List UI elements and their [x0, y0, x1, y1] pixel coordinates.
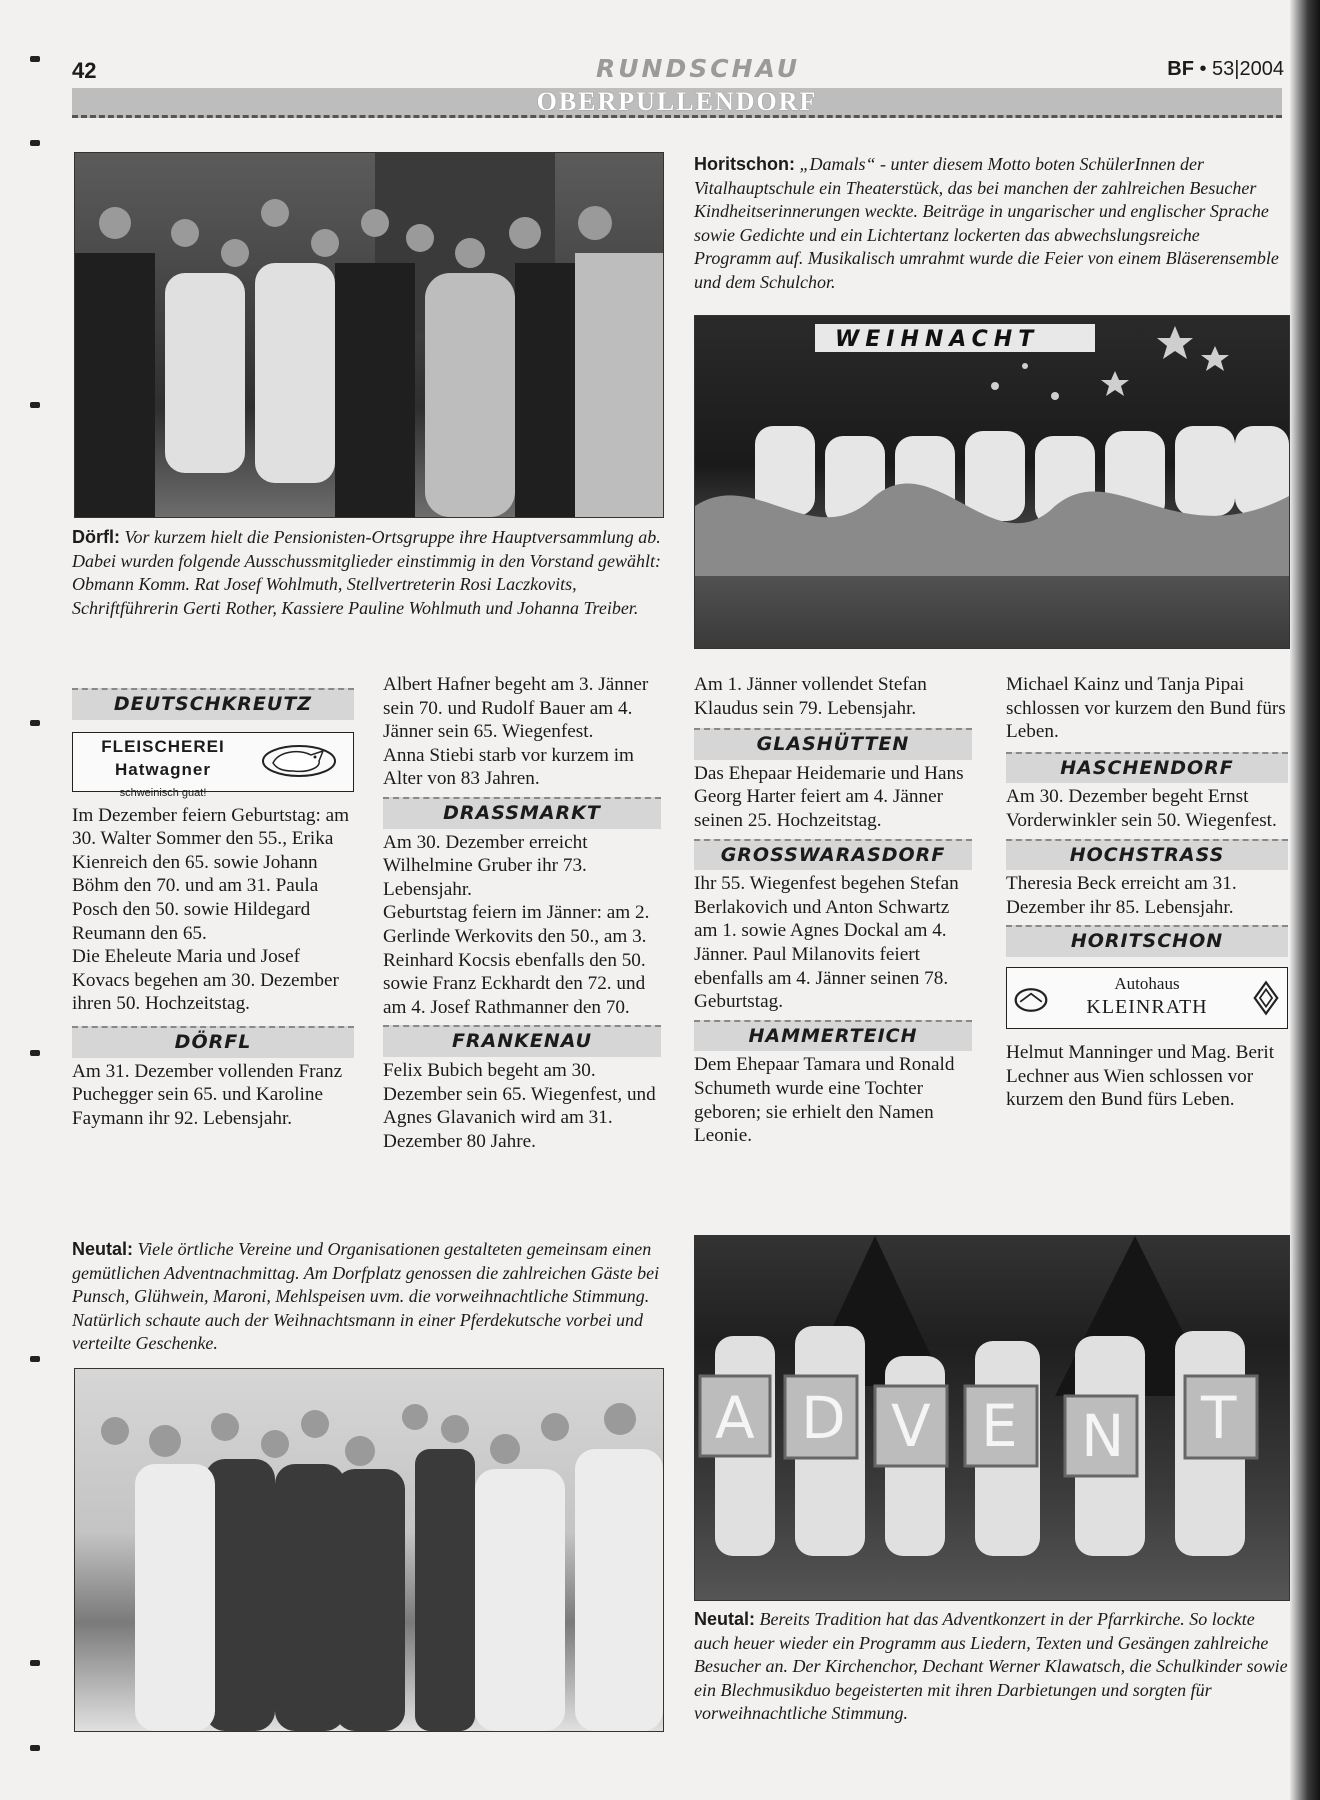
caption-doerfl-text: Vor kurzem hielt die Pensionisten-Ortsgruppe ihre Hauptversammlung ab. Dabei wurden folgende Ausschussmitglieder einstimmig in den Vorstand gewählt: Obmann Komm. Rat Josef Wohlmuth, Stellvertreterin Rosi Laczkovits, Schriftführerin Gerti Rother, Kassiere Pauline Wohlmuth und Johanna Treiber.: [72, 527, 661, 618]
text-drassmarkt-2: Geburtstag feiern im Jänner: am 2. Gerlinde Werkovits den 50., am 3. Reinhard Kocsis ebenfalls den 50. sowie Franz Eckhardt den 72. und am 4. Josef Rathmanner den 70.: [383, 902, 650, 1018]
ad-autohaus-kleinrath: [1006, 967, 1288, 1029]
mazda-logo-icon: [1013, 986, 1049, 1014]
column-1: [72, 684, 354, 1130]
text-col3-1: Am 1. Jänner vollendet Stefan Klaudus sein 79. Lebensjahr.: [694, 674, 927, 719]
caption-neutal2-place: Neutal:: [694, 1609, 756, 1629]
column-2: [383, 673, 661, 1153]
renault-logo-icon: [1253, 978, 1279, 1018]
pig-logo-icon: [259, 741, 339, 781]
heading-drassmarkt: DRASSMARKT: [383, 797, 661, 829]
text-deutschkreutz-2: Die Eheleute Maria und Josef Kovacs begehen am 30. Dezember ihren 50. Hochzeitstag.: [72, 946, 339, 1015]
text-hammerteich: Dem Ehepaar Tamara und Ronald Schumeth wurde eine Tochter geboren; sie erhielt den Namen Leonie.: [694, 1054, 955, 1147]
heading-glashuetten: GLASHÜTTEN: [694, 728, 972, 760]
advent-letter-d: D: [801, 1384, 846, 1452]
caption-doerfl-place: Dörfl:: [72, 527, 120, 547]
caption-neutal1-place: Neutal:: [72, 1239, 134, 1259]
page-number: 42: [72, 58, 97, 83]
caption-neutal-adventkonzert: [694, 1608, 1288, 1726]
heading-deutschkreutz: DEUTSCHKREUTZ: [72, 688, 354, 720]
heading-doerfl: DÖRFL: [72, 1026, 354, 1058]
text-grosswarasdorf: Ihr 55. Wiegenfest begehen Stefan Berlakovich und Anton Schwartz am 1. sowie Agnes Dockal am 4. Jänner. Paul Milanovits feiert ebenfalls am 4. Jänner seinen 78. Geburtstag.: [694, 873, 959, 1013]
text-haschendorf: Am 30. Dezember begeht Ernst Vorderwinkler sein 50. Wiegenfest.: [1006, 786, 1277, 831]
column-4: [1006, 673, 1288, 1112]
caption-horitschon-place: Horitschon:: [694, 154, 795, 174]
caption-neutal2-text: Bereits Tradition hat das Adventkonzert in der Pfarrkirche. So lockte auch heuer wieder ein Programm aus Liedern, Texten und Gesängen zahlreiche Besucher an. Der Kirchenchor, Dechant Werner Klawatsch, die Schulkinder sowie ein Blechmusikduo begeisterten mit ihren Darbietungen und sorgten für vorweihnachtliche Stimmung.: [694, 1609, 1288, 1723]
photo-neutal-village-square: [74, 1368, 664, 1732]
ad-fleischerei-line2: Hatwagner: [115, 760, 211, 780]
column-3: [694, 673, 972, 1148]
heading-hammerteich: HAMMERTEICH: [694, 1020, 972, 1052]
heading-hochstrass: HOCHSTRASS: [1006, 839, 1288, 871]
text-doerfl: Am 31. Dezember vollenden Franz Puchegger sein 65. und Karoline Faymann ihr 92. Lebensjahr.: [72, 1060, 343, 1129]
stage-banner-text: WEIHNACHT: [835, 327, 1040, 352]
advent-letter-e: E: [981, 1392, 1018, 1460]
advent-letter-t: T: [1201, 1384, 1237, 1452]
caption-horitschon-text: „Damals“ - unter diesem Motto boten SchülerInnen der Vitalhauptschule ein Theaterstück, das bei manchen der zahlreichen Besucher Kindheitserinnerungen weckte. Beiträge in ungarischer und englischer Sprache sowie Gedichte und ein Lichtertanz lockerten das abwechslungsreiche Programm auf. Musikalisch umrahmt wurde die Feier von einem Bläserensemble und dem Schulchor.: [694, 154, 1279, 292]
text-col2-2: Anna Stiebi starb vor kurzem im Alter von 83 Jahren.: [383, 744, 634, 790]
photo-pensioners-group: [74, 152, 664, 518]
text-glashuetten: Das Ehepaar Heidemarie und Hans Georg Harter feiert am 4. Jänner seinen 25. Hochzeitstag.: [694, 762, 964, 831]
ad-fleischerei-hatwagner: [72, 732, 354, 799]
ad-fleischerei-line1: FLEISCHEREI: [101, 736, 225, 756]
text-deutschkreutz-1: Im Dezember feiern Geburtstag: am 30. Walter Sommer den 55., Erika Kienreich den 65. sowie Johann Böhm den 70. und am 31. Paula Posch den 50. sowie Hildegard Reumann den 65.: [72, 804, 350, 944]
issue-number: • 53|2004: [1199, 58, 1284, 80]
ad-autohaus-line2: KLEINRATH: [1086, 995, 1208, 1018]
heading-horitschon: HORITSCHON: [1006, 925, 1288, 957]
section-title: OBERPULLENDORF: [536, 87, 818, 116]
issue-prefix: BF: [1167, 58, 1194, 80]
text-col2-1: Albert Hafner begeht am 3. Jänner sein 70. und Rudolf Bauer am 4. Jänner sein 65. Wiegenfest.: [383, 674, 649, 743]
issue-label: [1167, 58, 1284, 81]
caption-doerfl: [72, 526, 664, 620]
heading-haschendorf: HASCHENDORF: [1006, 752, 1288, 784]
text-drassmarkt-1: Am 30. Dezember erreicht Wilhelmine Gruber ihr 73. Lebensjahr.: [383, 831, 588, 900]
text-frankenau: Felix Bubich begeht am 30. Dezember sein 65. Wiegenfest, und Agnes Glavanich wird am 31. Dezember 80 Jahre.: [383, 1059, 656, 1152]
scan-edge-shadow: [1290, 0, 1320, 1800]
photo-school-christmas-play: [694, 315, 1290, 649]
advent-letter-n: N: [1081, 1402, 1125, 1470]
caption-neutal-adventnachmittag: [72, 1238, 664, 1356]
advent-letter-v: V: [891, 1392, 931, 1460]
caption-horitschon: [694, 153, 1280, 294]
advent-letters: [695, 1376, 1289, 1470]
masthead: RUNDSCHAU: [596, 54, 801, 83]
ad-autohaus-line1: Autohaus: [1114, 973, 1180, 993]
advent-letter-a: A: [715, 1384, 755, 1452]
ad-fleischerei-line3: schweinisch guat!: [119, 786, 207, 799]
caption-neutal1-text: Viele örtliche Vereine und Organisationen gestalteten gemeinsam einen gemütlichen Adventnachmittag. Am Dorfplatz genossen die zahlreichen Gäste bei Punsch, Glühwein, Maroni, Mehlspeisen uvm. die vorweihnachtliche Stimmung. Natürlich schaute auch der Weihnachtsmann in einer Pferdekutsche vorbei und verteilte Geschenke.: [72, 1239, 660, 1353]
photo-neutal-advent-concert: [694, 1235, 1290, 1601]
text-col4-1: Michael Kainz und Tanja Pipai schlossen vor kurzem den Bund fürs Leben.: [1006, 674, 1286, 743]
text-horitschon: Helmut Manninger und Mag. Berit Lechner aus Wien schlossen vor kurzem den Bund fürs Leben.: [1006, 1041, 1275, 1111]
text-hochstrass: Theresia Beck erreicht am 31. Dezember ihr 85. Lebensjahr.: [1006, 873, 1237, 918]
heading-frankenau: FRANKENAU: [383, 1025, 661, 1057]
heading-grosswarasdorf: GROSSWARASDORF: [694, 839, 972, 871]
